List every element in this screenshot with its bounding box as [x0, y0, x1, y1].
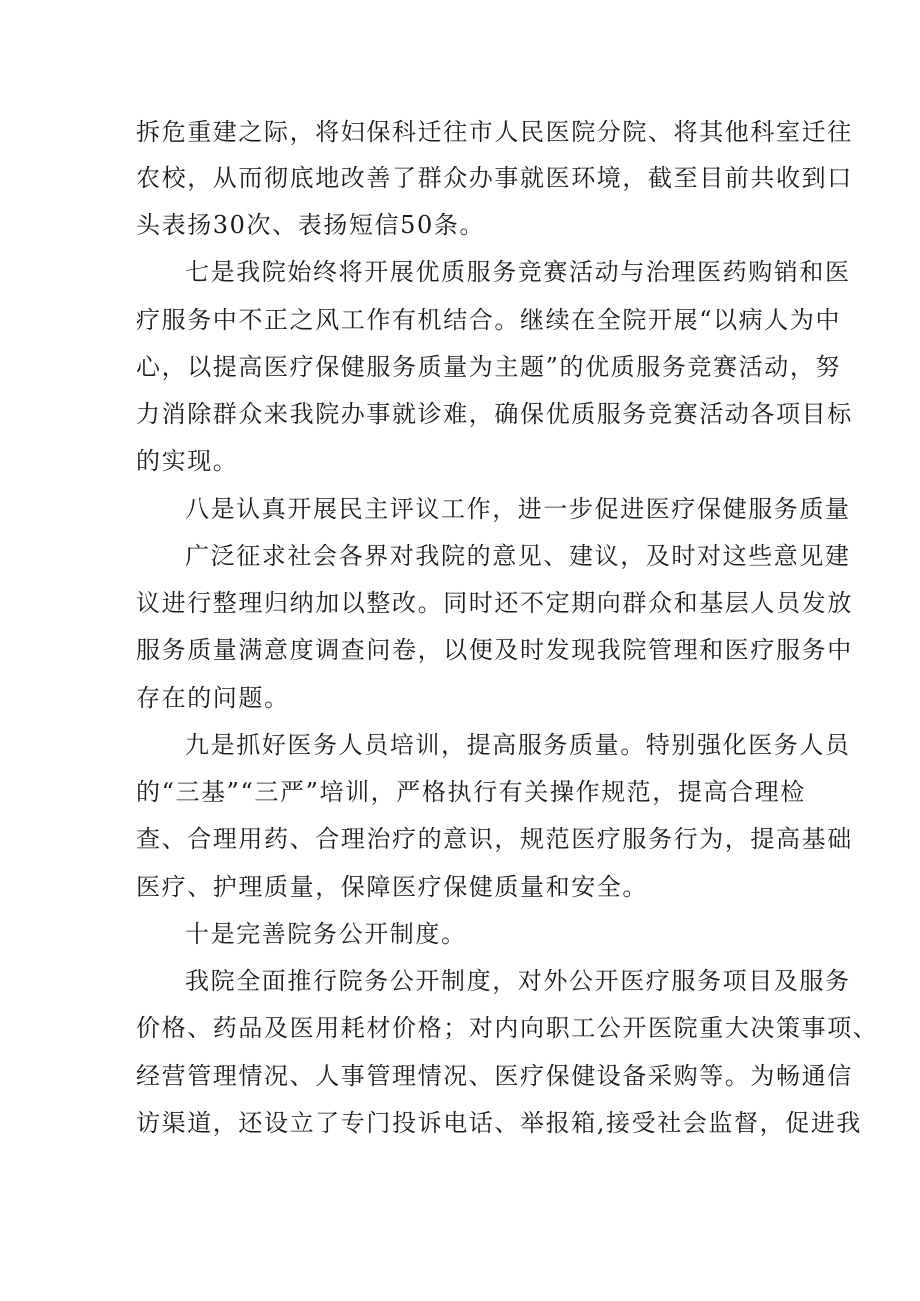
- text-line: 拆危重建之际，将妇保科迁往市人民医院分院、将其他科室迁往: [136, 118, 853, 146]
- text-line: 广泛征求社会各界对我院的意见、建议，及时对这些意见建: [185, 542, 851, 570]
- text-line: 心，以提高医疗保健服务质量为主题”的优质服务竞赛活动，努: [136, 353, 842, 381]
- text-line: 七是我院始终将开展优质服务竞赛活动与治理医药购销和医: [185, 258, 851, 286]
- text-line: 查、合理用药、合理治疗的意识，规范医疗服务行为，提高基础: [136, 825, 853, 853]
- text-line: 访渠道，还设立了专门投诉电话、举报箱,接受社会监督，促进我: [136, 1109, 863, 1137]
- text-line: 我院全面推行院务公开制度，对外公开医疗服务项目及服务: [185, 967, 851, 995]
- text-line: 议进行整理归纳加以整改。同时还不定期向群众和基层人员发放: [136, 589, 853, 617]
- text-line: 十是完善院务公开制度。: [185, 920, 467, 948]
- text-line: 服务质量满意度调查问卷，以便及时发现我院管理和医疗服务中: [136, 636, 853, 664]
- text-line: 农校，从而彻底地改善了群众办事就医环境，截至目前共收到口: [136, 164, 853, 192]
- text-line: 头表扬30次、表扬短信50条。: [136, 211, 486, 239]
- text-line: 八是认真开展民主评议工作，进一步促进医疗保健服务质量: [185, 495, 851, 523]
- text-line: 经营管理情况、人事管理情况、医疗保健设备采购等。为畅通信: [136, 1062, 853, 1090]
- text-line: 的“三基”“三严”培训，严格执行有关操作规范，提高合理检: [136, 778, 806, 806]
- text-line: 九是抓好医务人员培训，提高服务质量。特别强化医务人员: [185, 731, 851, 759]
- text-line: 的实现。: [136, 447, 239, 475]
- text-line: 价格、药品及医用耗材价格；对内向职工公开医院重大决策事项、: [136, 1014, 879, 1042]
- text-line: 存在的问题。: [136, 684, 290, 712]
- text-line: 力消除群众来我院办事就诊难，确保优质服务竞赛活动各项目标: [136, 400, 853, 428]
- text-line: 医疗、护理质量，保障医疗保健质量和安全。: [136, 873, 648, 901]
- text-line: 疗服务中不正之风工作有机结合。继续在全院开展“以病人为中: [136, 306, 842, 334]
